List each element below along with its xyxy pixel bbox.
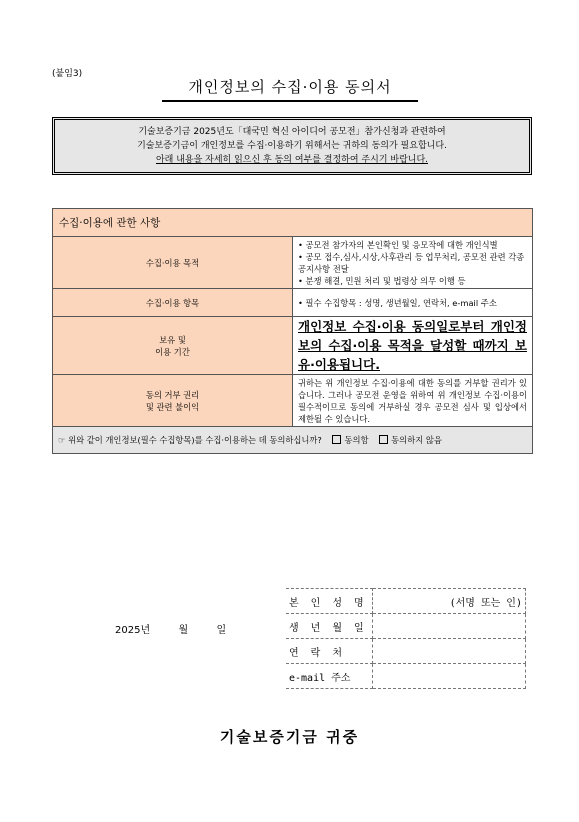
name-label: 본 인 성 명 [286, 589, 373, 614]
agree-question: ☞ 위와 같이 개인정보(필수 수집항목)를 수집·이용하는 데 동의하십니까? [58, 435, 322, 445]
items-text: • 필수 수집항목 : 성명, 생년월일, 연락처, e-mail 주소 [293, 289, 533, 317]
purpose-item: • 공모전 참가자의 본인확인 및 응모작에 대한 개인식별 [298, 239, 498, 250]
consent-table [52, 208, 533, 454]
agree-checkbox[interactable] [332, 435, 341, 444]
phone-label: 연 락 처 [286, 639, 373, 664]
intro-line-3: 아래 내용을 자세히 읽으신 후 동의 여부를 결정하여 주시기 바랍니다. [155, 155, 429, 165]
phone-field[interactable] [373, 639, 526, 664]
retention-text: 개인정보 수집·이용 동의일로부터 개인정보의 수집·이용 목적을 달성할 때까지 보유·이용됩니다. [293, 317, 533, 375]
disagree-label: 동의하지 않음 [391, 435, 442, 445]
name-field[interactable] [373, 589, 526, 614]
refusal-label-line-1: 동의 거부 권리 [145, 389, 200, 400]
birth-label: 생 년 월 일 [286, 614, 373, 639]
date-day: 일 [216, 625, 227, 636]
page-title: 개인정보의 수집·이용 동의서 [162, 76, 418, 102]
disagree-checkbox[interactable] [379, 435, 388, 444]
intro-box [52, 117, 532, 175]
birth-field[interactable] [373, 614, 526, 639]
refusal-label-line-2: 및 관련 불이익 [145, 401, 200, 412]
date-year: 2025년 [115, 625, 151, 636]
date-month: 월 [178, 625, 189, 636]
intro-line-1: 기술보증기금 2025년도「대국민 혁신 아이디어 공모전」참가신청과 관련하여 [138, 127, 446, 137]
refusal-label [53, 375, 293, 427]
signature-table [286, 588, 526, 689]
purpose-label: 수집·이용 목적 [53, 237, 293, 289]
organization-name: 기술보증기금 귀중 [219, 728, 360, 746]
agree-label: 동의함 [344, 435, 369, 445]
email-field[interactable] [373, 664, 526, 689]
retention-label [53, 317, 293, 375]
table-header: 수집·이용에 관한 사항 [53, 209, 533, 237]
agree-row [53, 427, 533, 454]
purpose-item: • 분쟁 해결, 민원 처리 및 법령상 의무 이행 등 [298, 275, 466, 286]
name-hint: (서명 또는 인) [449, 597, 522, 609]
email-label: e-mail 주소 [286, 664, 373, 689]
retention-label-line-1: 보유 및 [159, 334, 186, 345]
intro-line-2: 기술보증기금이 개인정보를 수집·이용하기 위해서는 귀하의 동의가 필요합니다. [137, 141, 447, 151]
refusal-text: 귀하는 위 개인정보 수집·이용에 대한 동의를 거부할 권리가 있습니다. 그러나 공모전 운영을 위하여 위 개인정보 수집·이용이 필수적이므로 동의에 거부하실 경우 공모전 심사 및 입상에서 제한될 수 있습니다. [293, 375, 533, 427]
purpose-list [293, 237, 533, 289]
items-label: 수집·이용 항목 [53, 289, 293, 317]
retention-label-line-2: 이용 기간 [155, 346, 190, 357]
date-line [115, 621, 226, 636]
purpose-item: • 공모 접수,심사,시상,사후관리 등 업무처리, 공모전 관련 각종 공지사항 전달 [298, 251, 525, 274]
attachment-label: (붙임3) [52, 69, 83, 79]
